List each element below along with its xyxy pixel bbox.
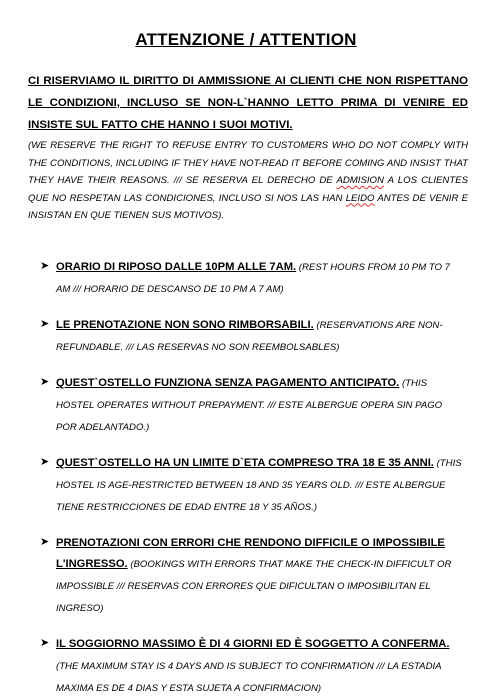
list-item xyxy=(40,256,464,300)
page-title: ATTENZIONE / ATTENTION xyxy=(135,30,357,49)
arrow-bullet-icon: ➤ xyxy=(40,318,50,330)
intro-notice xyxy=(28,70,468,225)
arrow-bullet-icon: ➤ xyxy=(40,637,50,649)
rule-title: LE PRENOTAZIONE NON SONO RIMBORSABILI. xyxy=(56,319,314,331)
rule-title: QUEST`OSTELLO FUNZIONA SENZA PAGAMENTO ANTICIPATO. xyxy=(56,377,400,389)
list-item xyxy=(40,633,464,699)
rule-translation: (BOOKINGS WITH ERRORS THAT MAKE THE CHECK-IN DIFFICULT OR IMPOSSIBLE /// RESERVAS CON ERRORES QUE DIFICULTAN O IMPOSIBILITAN EL INGRESO) xyxy=(56,559,452,614)
rule-title: QUEST`OSTELLO HA UN LIMITE D`ETA COMPRESO TRA 18 E 35 ANNI. xyxy=(56,457,434,469)
arrow-bullet-icon: ➤ xyxy=(40,536,50,548)
arrow-bullet-icon: ➤ xyxy=(40,456,50,468)
intro-translation xyxy=(28,137,468,225)
rule-title: IL SOGGIORNO MASSIMO È DI 4 GIORNI ED È SOGGETTO A CONFERMA. xyxy=(56,638,450,650)
intro-translation-part2: A LOS CLIENTES QUE NO RESPETAN LAS CONDICIONES, INCLUSO SI NOS LAS HAN xyxy=(28,175,468,204)
rule-translation: (THIS HOSTEL OPERATES WITHOUT PREPAYMENT. /// ESTE ALBERGUE OPERA SIN PAGO POR ADELANTADO.) xyxy=(56,378,443,433)
intro-translation-part3: ANTES DE VENIR E INSISTAN EN QUE TIENEN SUS MOTIVOS). xyxy=(28,192,469,221)
intro-translation-word2: LEIDO xyxy=(345,192,375,204)
list-item xyxy=(40,314,464,358)
rule-title: ORARIO DI RIPOSO DALLE 10PM ALLE 7AM. xyxy=(56,261,297,273)
intro-main-text: CI RISERVIAMO IL DIRITTO DI AMMISSIONE AI CLIENTI CHE NON RISPETTANO LE CONDIZIONI, INCLUSO SE NON-L`HANNO LETTO PRIMA DI VENIRE ED INSISTE SUL FATTO CHE HANNO I SUOI MOTIVI. xyxy=(28,75,468,131)
rule-translation: (THE MAXIMUM STAY IS 4 DAYS AND IS SUBJECT TO CONFIRMATION /// LA ESTADIA MAXIMA ES DE 4 DIAS Y ESTA SUJETA A CONFIRMACION) xyxy=(56,661,442,694)
rule-translation: (RESERVATIONS ARE NON-REFUNDABLE. /// LAS RESERVAS NO SON REEMBOLSABLES) xyxy=(56,320,443,353)
rule-translation: (REST HOURS FROM 10 PM TO 7 AM /// HORARIO DE DESCANSO DE 10 PM A 7 AM) xyxy=(56,262,451,295)
list-item xyxy=(40,372,464,438)
arrow-bullet-icon: ➤ xyxy=(40,376,50,388)
list-item xyxy=(40,452,464,518)
list-item xyxy=(40,532,464,619)
intro-translation-part1: (WE RESERVE THE RIGHT TO REFUSE ENTRY TO CUSTOMERS WHO DO NOT COMPLY WITH THE CONDITIONS, INCLUDING IF THEY HAVE NOT-READ IT BEFORE COMING AND INSIST THAT THEY HAVE THEIR REASONS. /// SE RESERVA EL DERECHO DE xyxy=(28,140,468,186)
arrow-bullet-icon: ➤ xyxy=(40,260,50,272)
rule-translation: (THIS HOSTEL IS AGE-RESTRICTED BETWEEN 18 AND 35 YEARS OLD. /// ESTE ALBERGUE TIENE RESTRICCIONES DE EDAD ENTRE 18 Y 35 AÑOS.) xyxy=(56,458,462,513)
intro-translation-word1: ADMISION xyxy=(336,175,384,186)
rules-list xyxy=(40,256,464,699)
rule-title: PRENOTAZIONI CON ERRORI CHE RENDONO DIFFICILE O IMPOSSIBILE L'INGRESSO. xyxy=(56,537,445,570)
